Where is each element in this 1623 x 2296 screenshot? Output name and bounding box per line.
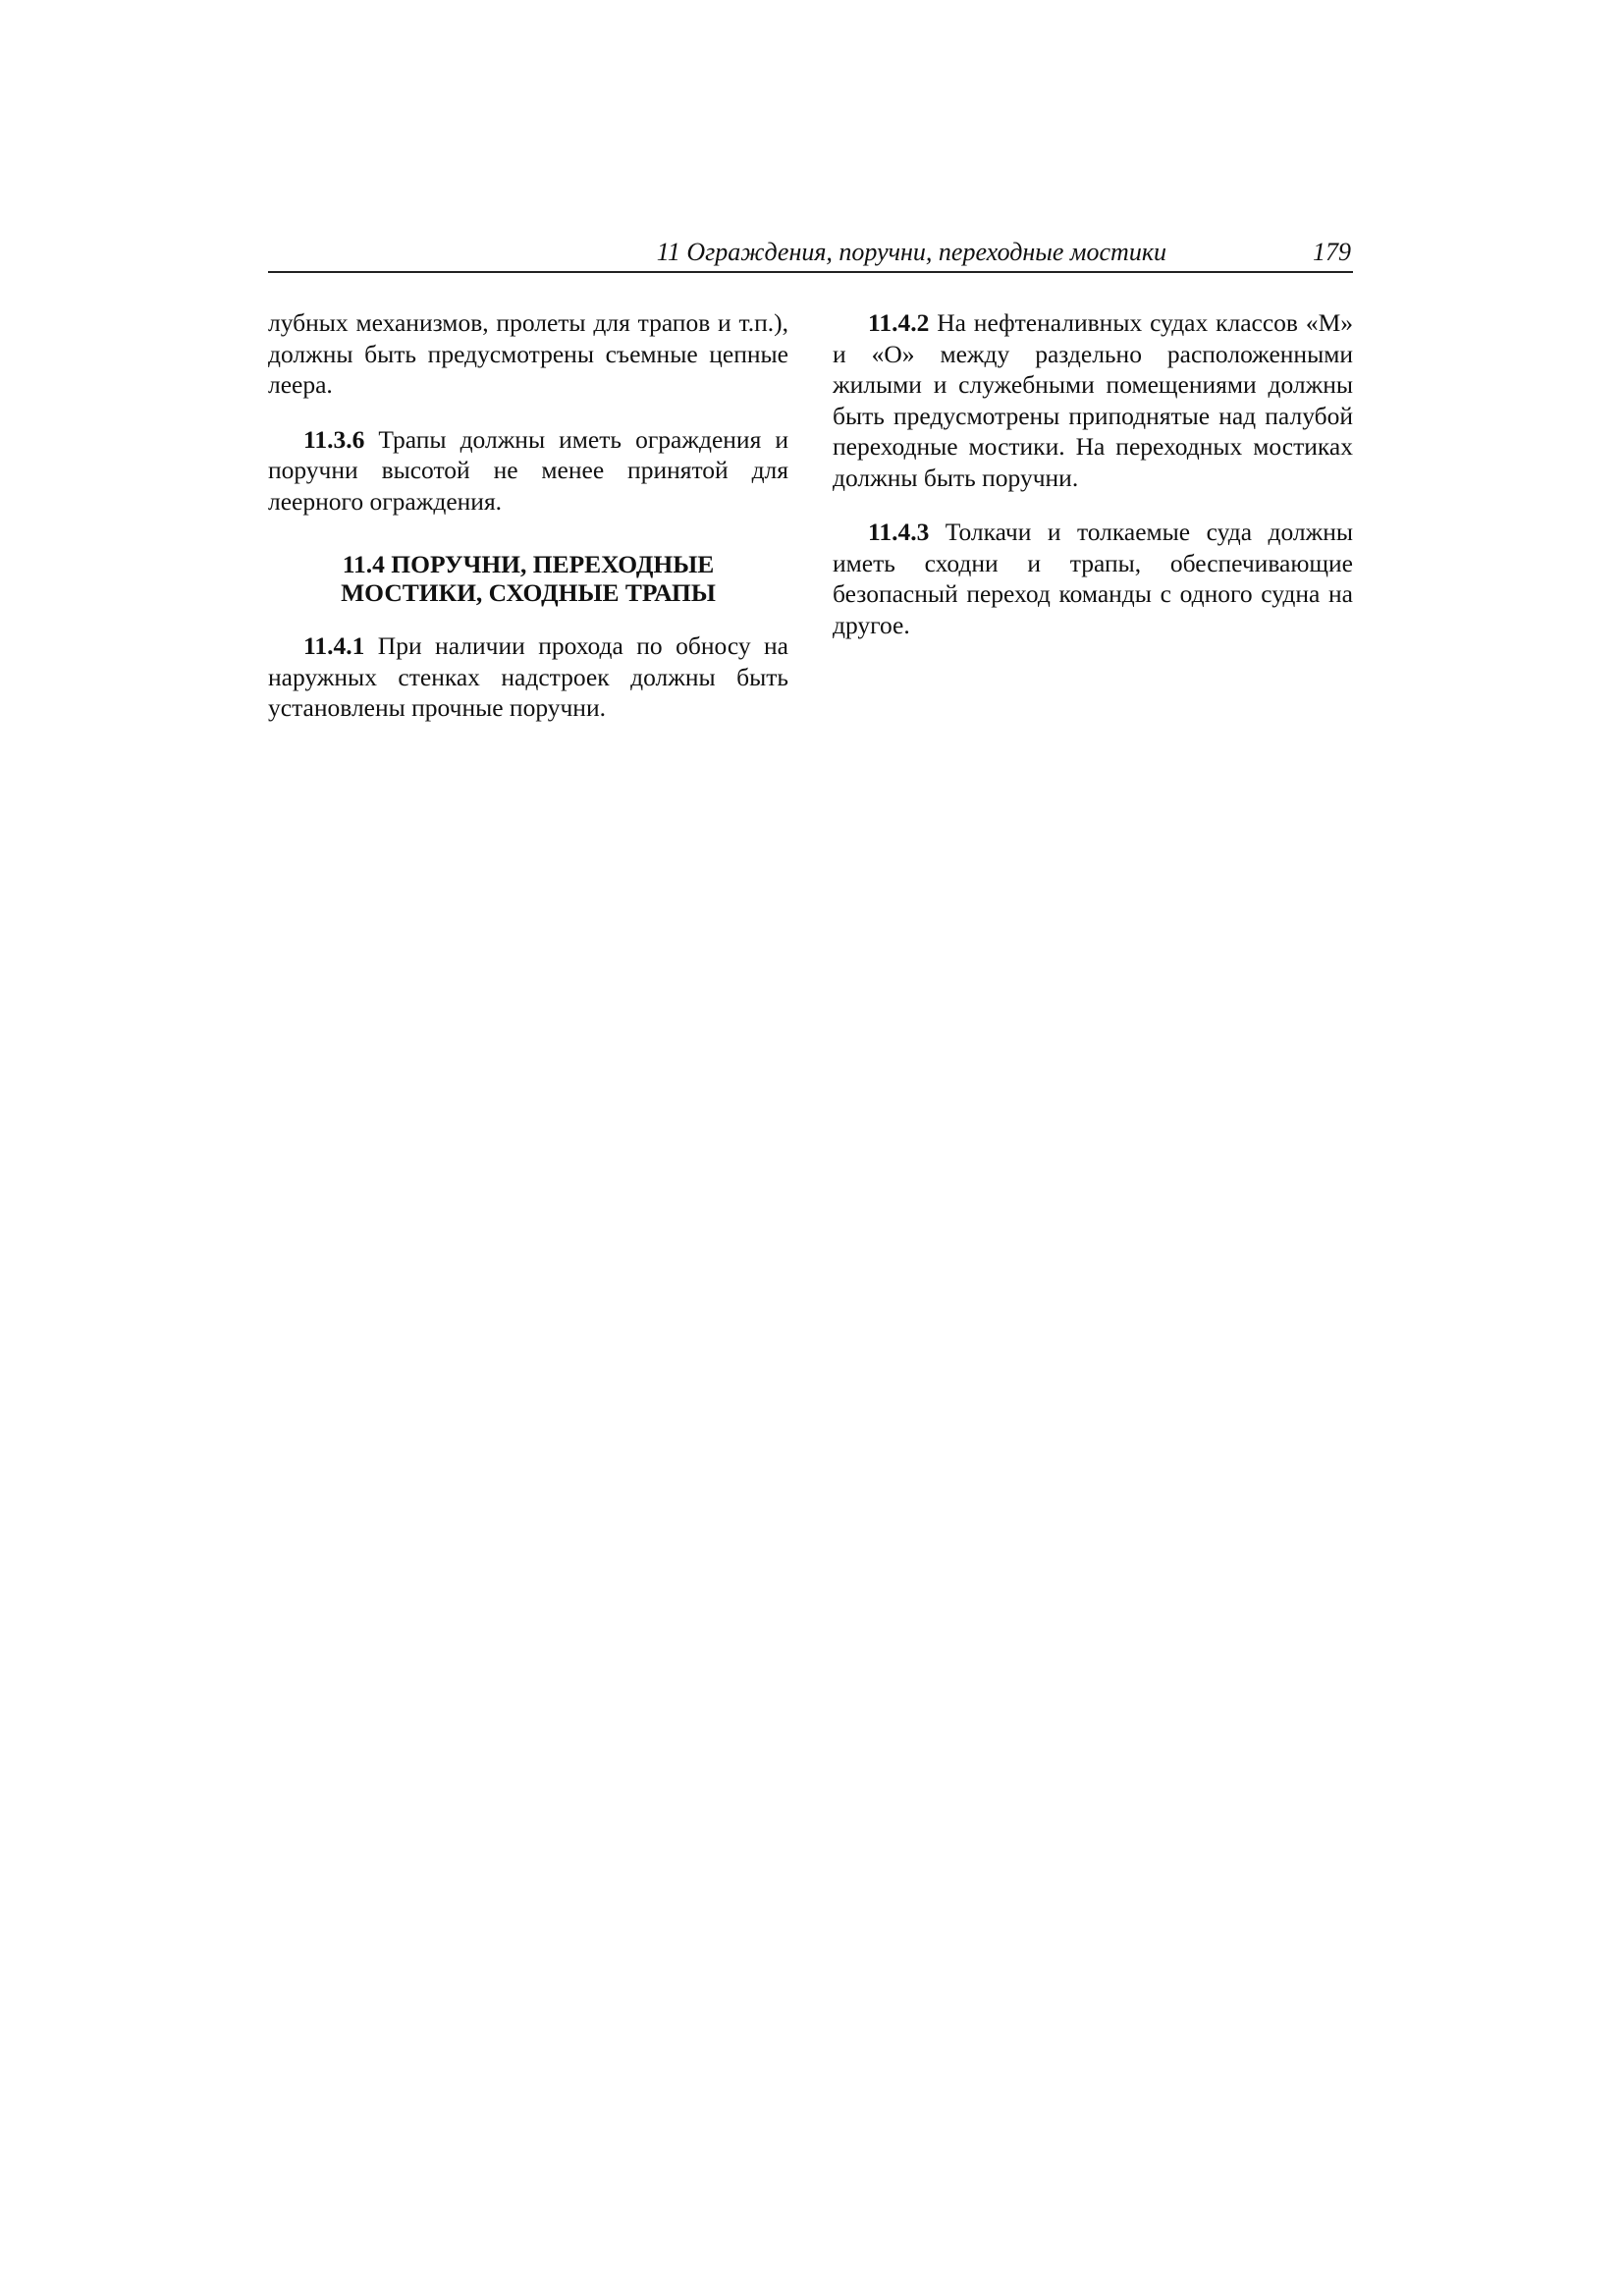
left-column — [268, 307, 788, 747]
clause-number: 11.3.6 — [303, 424, 365, 454]
section-heading-line: 11.4 ПОРУЧНИ, ПЕРЕХОДНЫЕ — [342, 550, 715, 578]
clause-number: 11.4.2 — [868, 308, 930, 337]
clause-11-4-1 — [268, 630, 788, 724]
clause-11-3-6 — [268, 424, 788, 518]
clause-number: 11.4.3 — [868, 518, 930, 546]
clause-text: Толкачи и толкаемые суда должны иметь сходни и трапы, обеспечивающие безопасный переход команды с одного судна на другое. — [833, 518, 1353, 639]
right-column — [833, 307, 1353, 664]
section-heading-line: МОСТИКИ, СХОДНЫЕ ТРАПЫ — [341, 578, 716, 607]
clause-11-4-3 — [833, 517, 1353, 640]
clause-11-4-2 — [833, 307, 1353, 493]
section-heading — [268, 550, 788, 607]
running-header — [268, 236, 1353, 273]
header-title: 11 Ограждения, поручни, переходные мостики — [656, 238, 1166, 266]
clause-text: Трапы должны иметь ограждения и поручни высотой не менее принятой для леерного ограждения. — [268, 424, 788, 516]
clause-text: На нефтеналивных судах классов «М» и «О» между раздельно расположенными жилыми и служебными помещениями должны быть предусмотрены приподнятые над палубой переходные мостики. На переходных мостиках должны быть поручни. — [833, 308, 1353, 492]
clause-number: 11.4.1 — [303, 631, 365, 660]
page-number: 179 — [1313, 238, 1351, 266]
clause-text: При наличии прохода по обносу на наружных стенках надстроек должны быть установлены прочные поручни. — [268, 631, 788, 722]
continuation-paragraph: лубных механизмов, пролеты для трапов и т.п.), должны быть предусмотрены съемные цепные леера. — [268, 308, 788, 399]
